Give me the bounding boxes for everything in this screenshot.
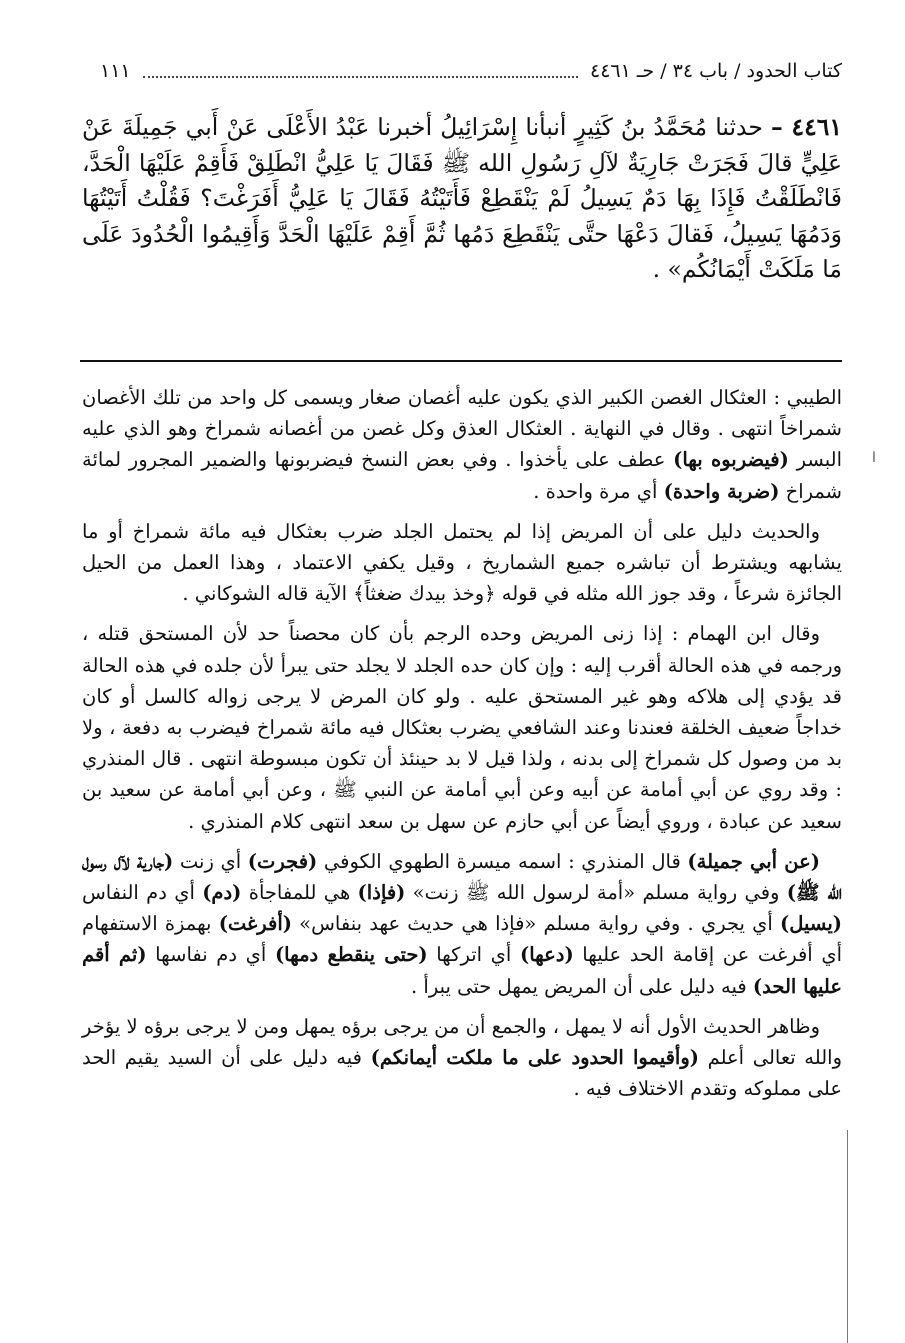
quoted-phrase: (فيضربوه بها) <box>673 448 789 472</box>
commentary-text: هي للمفاجأة <box>241 881 358 905</box>
commentary-text: فيه دليل على أن السيد يقيم الحد على مملوكه وتقدم الاختلاف فيه . <box>82 1046 842 1101</box>
quoted-phrase: (حتى ينقطع دمها) <box>274 943 428 967</box>
commentary-paragraph-1 <box>82 382 842 507</box>
page-header <box>100 56 842 86</box>
quoted-phrase: (ثم أقم عليها الحد) <box>82 943 842 998</box>
commentary-text: فيه دليل على أن المريض يمهل حتى يبرأ . <box>411 974 753 998</box>
running-title: كتاب الحدود / باب ٣٤ / حـ ٤٤٦١ <box>589 60 842 82</box>
hadith-text-block <box>82 110 842 288</box>
commentary-text: أي مرة واحدة . <box>533 479 664 503</box>
commentary-text: وظاهر الحديث الأول أنه لا يمهل ، والجمع أن من يرجى برؤه يمهل ومن لا يرجى برؤه لا يؤخر والله تعالى أعلم <box>82 1014 842 1070</box>
quoted-phrase: (عن أبي جميلة) <box>687 849 820 873</box>
commentary-text: عطف على يأخذوا . وفي بعض النسخ فيضربونها والضمير المجرور لمائة شمراخ <box>82 448 842 503</box>
hadith-text: حدثنا مُحَمَّدُ بنُ كَثِيرٍ أنبأنا إِسْرَائِيلُ أخبرنا عَبْدُ الأَعْلَى عَنْ أَبي جَمِيلَةَ عَنْ عَلِيٍّ قالَ فَجَرَتْ جَارِيَةٌ لآلِ رَسُولِ الله ﷺ فَقَالَ يَا عَلِيُّ انْطَلِقْ فَأَقِمْ عَلَيْهَا الْحَدَّ، فَانْطَلَقْتُ فَإِذَا بِهَا دَمٌ يَسِيلُ لَمْ يَنْقَطِعْ فَأَتَيْتُهُ فَقَالَ يَا عَلِيُّ أَفَرَغْتَ؟ فَقُلْتُ أَتَيْتُهَا وَدَمُهَا يَسِيلُ، فَقالَ دَعْهَا حتَّى يَنْقَطِعَ دَمُها ثُمَّ أَقِمْ عَلَيْهَا الْحَدَّ وَأَقِيمُوا الْحُدُودَ عَلَى مَا مَلَكَتْ أَيْمَانُكُم» . <box>82 113 842 283</box>
commentary-paragraph-5 <box>82 1011 842 1105</box>
quoted-phrase: (جارية لآل رسول الله ﷺ) <box>82 849 843 905</box>
commentary-text: أي اتركها <box>427 943 520 967</box>
commentary-text: بهمزة الاستفهام أي أفرغت عن إقامة الحد عليها <box>82 912 843 967</box>
commentary-text: الطيبي : العثكال الغصن الكبير الذي يكون عليه أغصان صغار ويسمى كل واحد من تلك الأغصان شمراخاً انتهى . وقال في النهاية . العثكال العذق وكل غصن من أغصانه شمراخ وهو الذي عليه البسر <box>82 386 842 472</box>
page-number: ١١١ <box>100 60 131 82</box>
commentary-paragraph-4 <box>82 846 842 1002</box>
commentary-paragraph-3: وقال ابن الهمام : إذا زنى المريض وحده الرجم بأن كان محصناً حد لأن المستحق قتله ، ورجمه في هذه الحالة أقرب إليه : وإن كان حده الجلد لا يجلد حتى يبرأ لأن جلده في هذه الحالة قد يؤدي إلى هلاكه وهو غير المستحق عليه . ولو كان المرض لا يرجى زواله كالسل أو كان خداجاً ضعيف الخلقة فعندنا وعند الشافعي يضرب بعثكال فيه مائة شمراخ فيضرب به دفعة ، ولا بد من وصول كل شمراخ إلى بدنه ، ولذا قيل لا بد حينئذ أن تكون مبسوطة انتهى . قال المنذري : وقد روي عن أبي أمامة عن أبيه وعن أبي أمامة عن النبي ﷺ ، وعن أبي أمامة عن سعيد بن سعيد عن عبادة ، وروي أيضاً عن أبي حازم عن سهل بن سعد انتهى كلام المنذري . <box>82 622 842 833</box>
commentary-block <box>82 382 842 1113</box>
hadith-number: ٤٤٦١ – <box>770 113 842 141</box>
quoted-phrase: (دم) <box>202 881 242 905</box>
quoted-phrase: (فجرت) <box>247 849 318 873</box>
commentary-text: أي دم النفاس <box>82 881 203 905</box>
commentary-text: قال المنذري : اسمه ميسرة الطهوي الكوفي <box>317 849 688 873</box>
commentary-text: أي دم نفاسها <box>146 943 275 967</box>
quoted-phrase: (ضربة واحدة) <box>663 479 780 503</box>
commentary-text: أي زنت <box>173 849 248 873</box>
quoted-phrase: (دعها) <box>519 943 574 967</box>
footnote-divider <box>80 360 842 362</box>
quoted-phrase: (يسيل) <box>780 912 842 936</box>
commentary-text: أي يجري . وفي رواية مسلم «فإذا هي حديث عهد بنفاس» <box>291 912 781 936</box>
page-edge-line <box>847 1130 848 1343</box>
header-leader-dots <box>143 64 578 78</box>
quoted-phrase: (وأقيموا الحدود على ما ملكت أيمانكم) <box>370 1046 699 1070</box>
commentary-text: وفي رواية مسلم «أمة لرسول الله ﷺ زنت» <box>405 881 787 905</box>
quoted-phrase: (أفرغت) <box>218 912 292 936</box>
margin-mark: ا <box>872 450 876 466</box>
commentary-paragraph-2: والحديث دليل على أن المريض إذا لم يحتمل الجلد ضرب بعثكال فيه مائة شمراخ أو ما يشابهه ويشترط أن تباشره جميع الشماريخ ، وقيل يكفي الاعتماد ، وهذا العمل من الحيل الجائزة شرعاً ، وقد جوز الله مثله في قوله ﴿وخذ بيدك ضغثاً﴾ الآية قاله الشوكاني . <box>82 519 842 606</box>
quoted-phrase: (فإذا) <box>357 881 406 905</box>
